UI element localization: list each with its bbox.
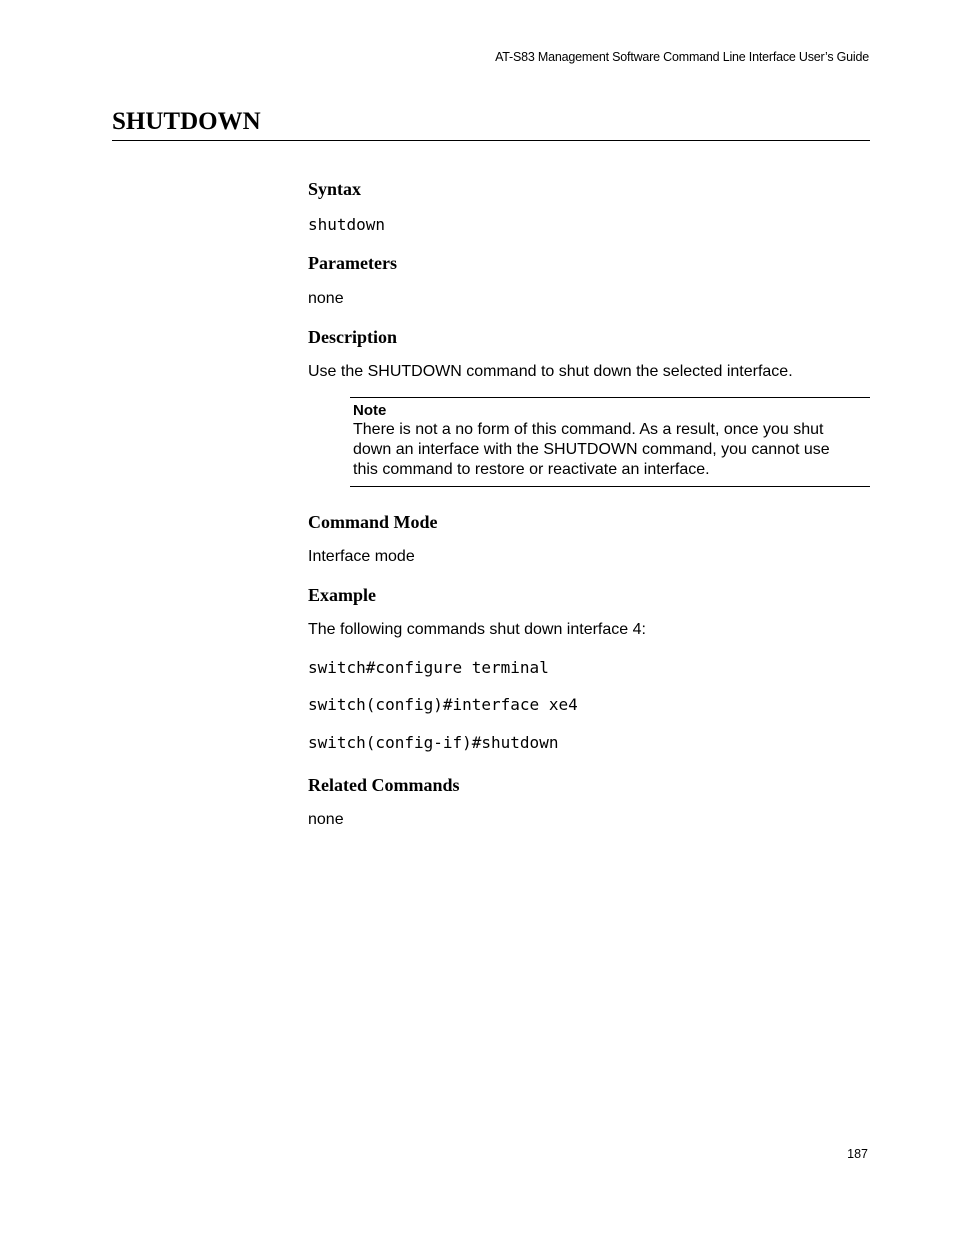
- page-number: 187: [847, 1147, 868, 1161]
- example-text: The following commands shut down interface 4:: [308, 621, 646, 638]
- example-code-line: switch(config-if)#shutdown: [308, 733, 559, 752]
- parameters-heading: Parameters: [308, 253, 397, 273]
- example-code-line: switch(config)#interface xe4: [308, 695, 578, 714]
- command-mode-text: Interface mode: [308, 548, 415, 565]
- title-divider: [112, 140, 870, 141]
- note-line: There is not a no form of this command. As a result, once you shut: [353, 421, 824, 438]
- note-label: Note: [353, 402, 387, 419]
- related-commands-heading: Related Commands: [308, 775, 460, 795]
- example-code-line: switch#configure terminal: [308, 658, 549, 677]
- page-title: SHUTDOWN: [112, 108, 261, 135]
- example-heading: Example: [308, 585, 377, 605]
- related-commands-text: none: [308, 811, 344, 828]
- note-box: [350, 397, 870, 487]
- description-text: Use the SHUTDOWN command to shut down the selected interface.: [308, 363, 793, 380]
- parameters-text: none: [308, 290, 344, 307]
- content-body: [308, 175, 870, 830]
- note-line: this command to restore or reactivate an interface.: [353, 461, 710, 478]
- syntax-code: shutdown: [308, 215, 386, 234]
- command-mode-heading: Command Mode: [308, 512, 438, 532]
- running-header: AT-S83 Management Software Command Line Interface User’s Guide: [495, 50, 869, 64]
- note-line: down an interface with the SHUTDOWN command, you cannot use: [353, 441, 830, 458]
- syntax-heading: Syntax: [308, 179, 362, 199]
- description-heading: Description: [308, 327, 397, 347]
